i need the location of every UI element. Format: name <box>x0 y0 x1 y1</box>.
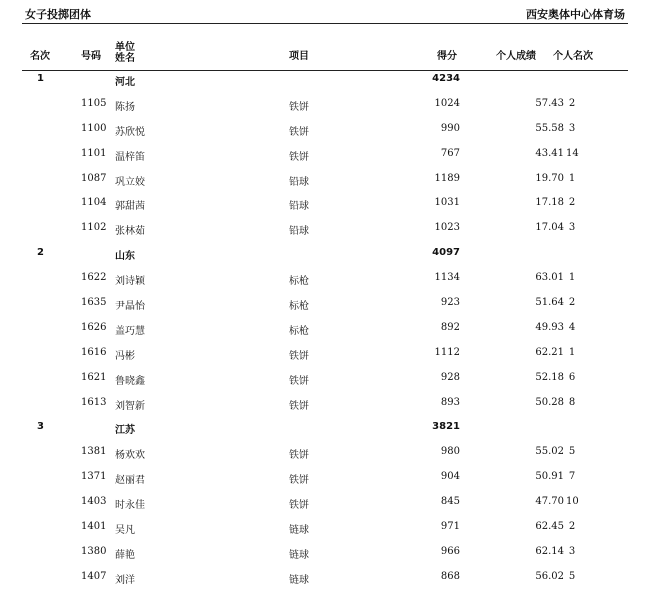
athlete-event: 铁饼 <box>289 151 309 163</box>
athlete-performance: 19.70 <box>535 172 564 184</box>
athlete-rank: 7 <box>568 471 576 483</box>
athlete-performance: 56.02 <box>535 570 564 582</box>
athlete-number: 1100 <box>81 122 107 134</box>
athlete-score: 1024 <box>434 97 460 109</box>
athlete-event: 铁饼 <box>289 101 309 113</box>
athlete-rank: 8 <box>568 396 576 408</box>
athlete-event: 标枪 <box>289 276 309 288</box>
athlete-name: 赵丽君 <box>115 475 145 487</box>
athlete-number: 1613 <box>81 396 107 408</box>
athlete-row <box>0 514 650 539</box>
athlete-score: 767 <box>440 147 460 159</box>
athlete-score: 892 <box>440 321 460 333</box>
athlete-row <box>0 390 650 415</box>
athlete-row <box>0 141 650 166</box>
athlete-performance: 62.21 <box>535 346 564 358</box>
athlete-row <box>0 439 650 464</box>
athlete-event: 链球 <box>289 549 309 561</box>
athlete-event: 铁饼 <box>289 450 309 462</box>
athlete-score: 904 <box>440 471 460 483</box>
team-rank: 1 <box>37 73 44 84</box>
athlete-row <box>0 464 650 489</box>
athlete-name: 刘智新 <box>115 400 145 412</box>
athlete-number: 1105 <box>81 97 107 109</box>
athlete-row <box>0 365 650 390</box>
athlete-number: 1371 <box>81 471 107 483</box>
athlete-name: 尹晶怡 <box>115 301 145 313</box>
athlete-rank: 2 <box>568 197 576 209</box>
athlete-row <box>0 489 650 514</box>
athlete-number: 1616 <box>81 346 107 358</box>
athlete-row <box>0 539 650 564</box>
team-row <box>0 414 650 439</box>
athlete-row <box>0 91 650 116</box>
athlete-row <box>0 265 650 290</box>
athlete-row <box>0 564 650 589</box>
athlete-event: 标枪 <box>289 301 309 313</box>
athlete-performance: 50.91 <box>535 471 564 483</box>
team-score: 4234 <box>432 73 460 84</box>
athlete-row <box>0 166 650 191</box>
athlete-number: 1626 <box>81 321 107 333</box>
column-header-score: 得分 <box>437 51 457 62</box>
athlete-score: 1031 <box>434 197 460 209</box>
athlete-event: 铁饼 <box>289 500 309 512</box>
athlete-score: 980 <box>440 446 460 458</box>
athlete-performance: 47.70 <box>535 496 564 508</box>
athlete-name: 温梓笛 <box>115 151 145 163</box>
athlete-event: 铅球 <box>289 201 309 213</box>
athlete-score: 1189 <box>434 172 460 184</box>
athlete-name: 张林茹 <box>115 226 145 238</box>
athlete-score: 928 <box>440 371 460 383</box>
athlete-event: 铁饼 <box>289 350 309 362</box>
athlete-row <box>0 290 650 315</box>
athlete-score: 971 <box>440 521 460 533</box>
team-name: 河北 <box>115 77 135 88</box>
column-header-rank: 名次 <box>30 51 50 62</box>
athlete-score: 990 <box>440 122 460 134</box>
athlete-event: 铁饼 <box>289 126 309 138</box>
athlete-rank: 5 <box>568 446 576 458</box>
athlete-score: 1023 <box>434 222 460 234</box>
athlete-performance: 55.02 <box>535 446 564 458</box>
athlete-number: 1101 <box>81 147 107 159</box>
athlete-number: 1401 <box>81 521 107 533</box>
athlete-name: 巩立姣 <box>115 176 145 188</box>
athlete-performance: 43.41 <box>535 147 564 159</box>
team-rank: 2 <box>37 247 44 259</box>
athlete-number: 1104 <box>81 197 107 209</box>
athlete-event: 铁饼 <box>289 400 309 412</box>
athlete-performance: 17.04 <box>535 222 564 234</box>
column-header-personal-rank: 个人名次 <box>553 51 593 62</box>
athlete-number: 1635 <box>81 297 107 309</box>
athlete-performance: 17.18 <box>535 197 564 209</box>
athlete-event: 链球 <box>289 574 309 586</box>
team-name: 山东 <box>115 251 135 263</box>
results-table <box>0 66 650 589</box>
athlete-rank: 14 <box>566 147 579 159</box>
athlete-event: 铁饼 <box>289 475 309 487</box>
athlete-score: 966 <box>440 545 460 557</box>
athlete-number: 1381 <box>81 446 107 458</box>
athlete-number: 1403 <box>81 496 107 508</box>
athlete-rank: 6 <box>568 371 576 383</box>
team-row <box>0 240 650 265</box>
column-header-performance: 个人成绩 <box>496 51 536 62</box>
athlete-performance: 62.14 <box>535 545 564 557</box>
athlete-performance: 57.43 <box>535 97 564 109</box>
athlete-rank: 10 <box>566 496 579 508</box>
column-header-name: 姓名 <box>115 53 135 64</box>
athlete-name: 杨欢欢 <box>115 450 145 462</box>
athlete-number: 1407 <box>81 570 107 582</box>
athlete-performance: 52.18 <box>535 371 564 383</box>
athlete-name: 冯彬 <box>115 350 135 362</box>
athlete-performance: 51.64 <box>535 297 564 309</box>
athlete-number: 1380 <box>81 545 107 557</box>
athlete-rank: 3 <box>568 222 576 234</box>
athlete-row <box>0 215 650 240</box>
athlete-number: 1622 <box>81 272 107 284</box>
athlete-event: 铅球 <box>289 176 309 188</box>
column-header-unit: 单位 <box>115 42 135 53</box>
athlete-row <box>0 315 650 340</box>
athlete-event: 铅球 <box>289 226 309 238</box>
header-rule <box>22 23 628 24</box>
athlete-event: 铁饼 <box>289 375 309 387</box>
athlete-name: 盖巧慧 <box>115 325 145 337</box>
athlete-rank: 2 <box>568 521 576 533</box>
venue-name: 西安奥体中心体育场 <box>526 8 625 21</box>
athlete-performance: 62.45 <box>535 521 564 533</box>
athlete-event: 标枪 <box>289 325 309 337</box>
athlete-score: 1134 <box>434 272 460 284</box>
athlete-name: 刘诗颖 <box>115 276 145 288</box>
athlete-number: 1102 <box>81 222 107 234</box>
athlete-rank: 1 <box>568 172 576 184</box>
athlete-name: 时永佳 <box>115 500 145 512</box>
team-score: 3821 <box>432 421 460 433</box>
athlete-score: 868 <box>440 570 460 582</box>
athlete-score: 923 <box>440 297 460 309</box>
document-title: 女子投掷团体 <box>25 8 91 21</box>
athlete-name: 郭甜茜 <box>115 201 145 213</box>
athlete-rank: 3 <box>568 122 576 134</box>
athlete-name: 鲁晓鑫 <box>115 375 145 387</box>
column-header-event: 项目 <box>289 51 309 62</box>
athlete-score: 1112 <box>434 346 460 358</box>
column-header-number: 号码 <box>81 51 101 62</box>
athlete-row <box>0 116 650 141</box>
athlete-rank: 2 <box>568 297 576 309</box>
athlete-row <box>0 190 650 215</box>
team-score: 4097 <box>432 247 460 259</box>
athlete-name: 刘洋 <box>115 574 135 586</box>
team-row <box>0 66 650 91</box>
team-rank: 3 <box>37 421 44 433</box>
athlete-event: 链球 <box>289 525 309 537</box>
column-header-unit-name <box>115 42 135 64</box>
athlete-name: 陈扬 <box>115 101 135 113</box>
athlete-performance: 50.28 <box>535 396 564 408</box>
athlete-performance: 63.01 <box>535 272 564 284</box>
athlete-rank: 3 <box>568 545 576 557</box>
athlete-name: 吴凡 <box>115 525 135 537</box>
athlete-score: 893 <box>440 396 460 408</box>
document-header <box>25 6 625 24</box>
athlete-rank: 1 <box>568 346 576 358</box>
athlete-score: 845 <box>440 496 460 508</box>
athlete-rank: 4 <box>568 321 576 333</box>
athlete-number: 1621 <box>81 371 107 383</box>
team-name: 江苏 <box>115 425 135 437</box>
athlete-number: 1087 <box>81 172 107 184</box>
athlete-rank: 5 <box>568 570 576 582</box>
athlete-rank: 1 <box>568 272 576 284</box>
athlete-row <box>0 340 650 365</box>
athlete-rank: 2 <box>568 97 576 109</box>
athlete-performance: 55.58 <box>535 122 564 134</box>
athlete-name: 薛艳 <box>115 549 135 561</box>
athlete-performance: 49.93 <box>535 321 564 333</box>
athlete-name: 苏欣悦 <box>115 126 145 138</box>
